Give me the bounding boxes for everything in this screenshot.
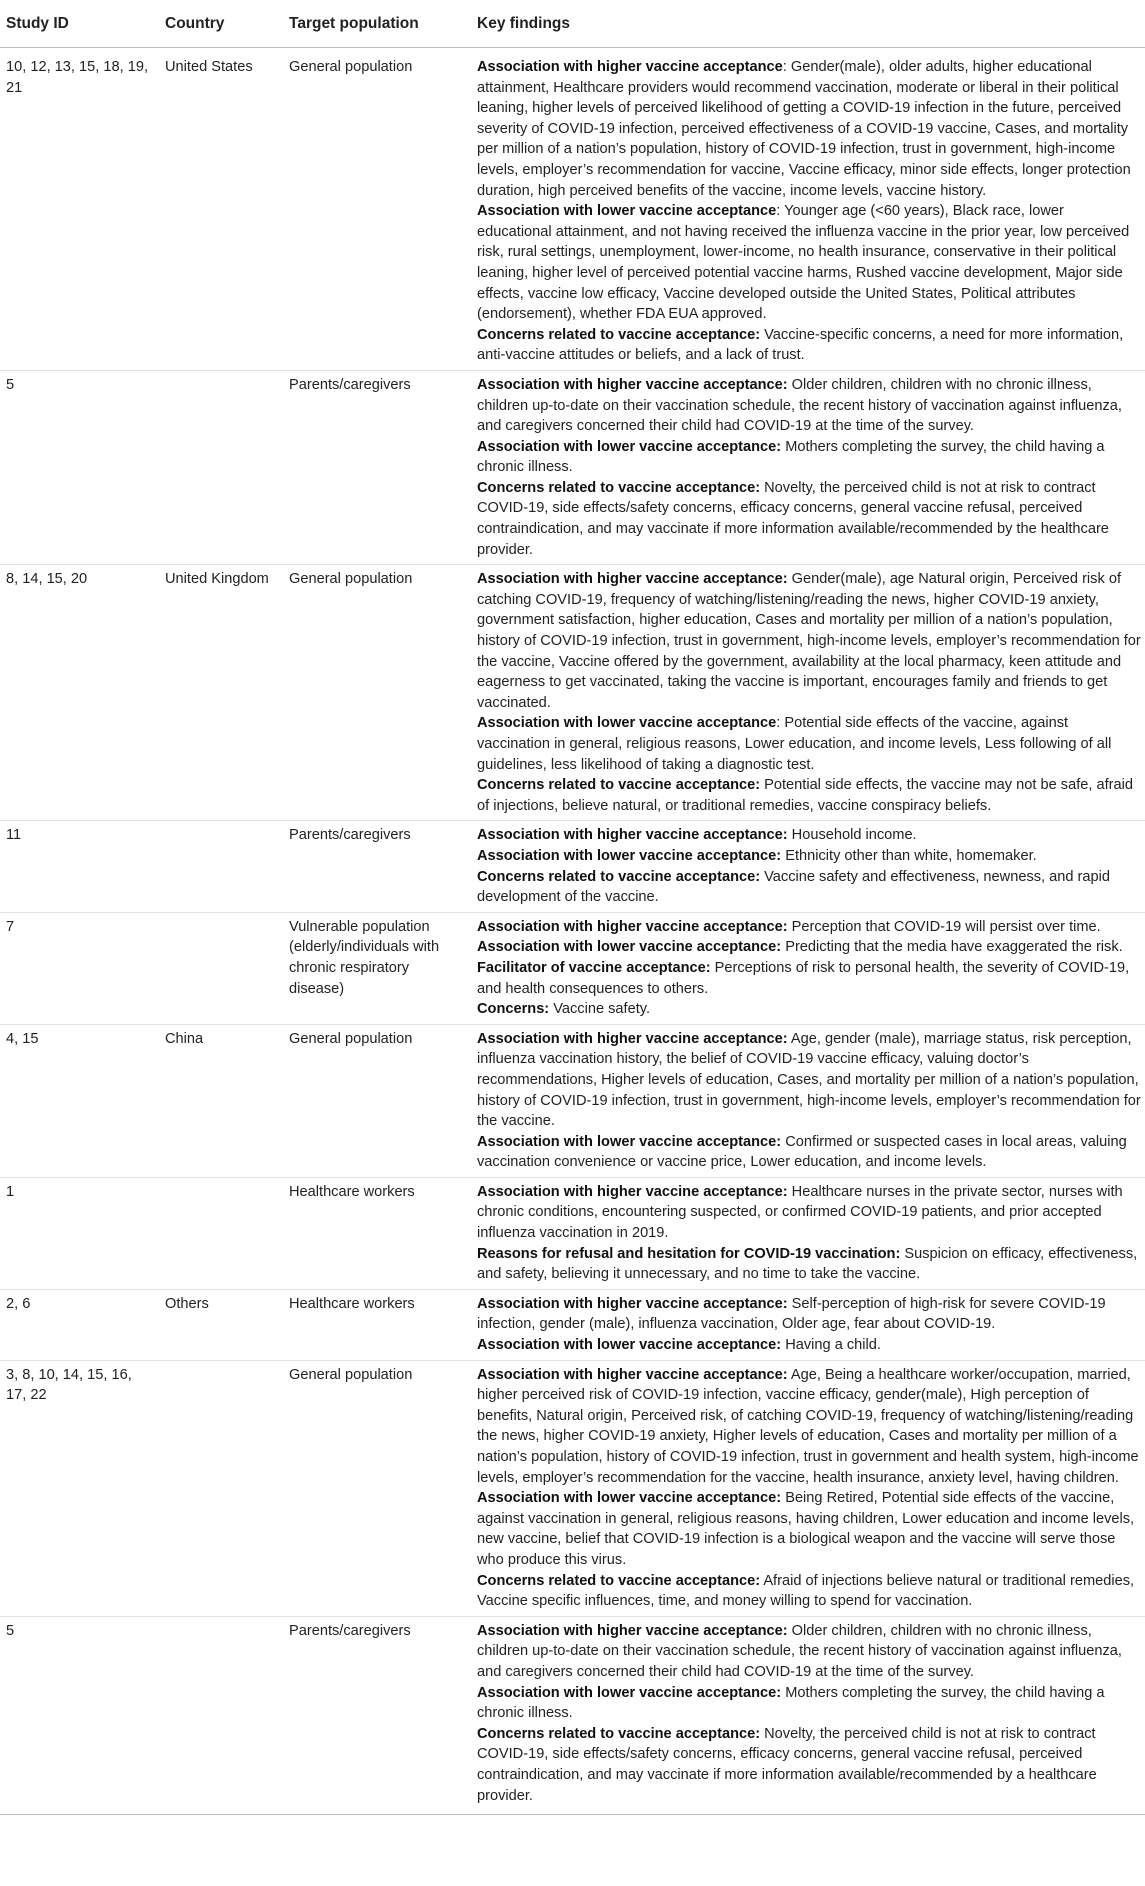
finding-entry [477,375,1141,437]
header-study-id: Study ID [0,0,159,48]
finding-label: Association with lower vaccine acceptance [477,715,777,732]
finding-label: Association with lower vaccine acceptance: [477,1490,782,1507]
country-cell [159,821,283,912]
country-cell [159,370,283,564]
finding-text: Ethnicity other than white, homemaker. [781,847,1037,864]
finding-text: Having a child. [781,1337,881,1354]
table-row [0,1616,1145,1814]
finding-label: Concerns related to vaccine acceptance: [477,868,761,885]
finding-label: Association with higher vaccine acceptance: [477,571,788,588]
country-cell: China [159,1024,283,1177]
key-findings-cell [471,370,1145,564]
key-findings-cell [471,1289,1145,1360]
finding-text: : Gender(male), older adults, higher educational attainment, Healthcare providers would recommend vaccination, moderate or liberal in their political leaning, higher levels of perceived likelihood of getting a COVID-19 infection in the future, perceived severity of COVID-19 infection, perceived effectiveness of a COVID-19 vaccine, Cases, and mortality per million of a nation’s population, history of COVID-19 infection, trust in government, high-income levels, employer’s recommendation for vaccine, Vaccine efficacy, minor side effects, longer protection duration, high perceived benefits of the vaccine, income levels, vaccine history. [477,59,1131,199]
finding-entry [477,846,1141,867]
country-cell [159,912,283,1024]
finding-text: Predicting that the media have exaggerated the risk. [781,939,1123,956]
finding-entry [477,1683,1141,1724]
study-id-cell: 2, 6 [0,1289,159,1360]
finding-text: Age, Being a healthcare worker/occupation, married, higher perceived risk of COVID-19 infection, vaccine efficacy, gender(male), High perception of benefits, Natural origin, Perceived risk, of catching COVID-19, frequency of watching/listening/reading the news, higher COVID-19 anxiety, Higher levels of education, Cases and mortality per million of a nation’s population, history of COVID-19 infection, trust in government and health system, high-income levels, employer’s recommendation for the vaccine, health insurance, anxiety level, having children. [477,1366,1139,1486]
finding-text: Vaccine safety and effectiveness, newness, and rapid development of the vaccine. [477,868,1110,906]
finding-entry [477,1365,1141,1489]
target-population-cell: General population [289,59,413,75]
study-id-cell: 11 [0,821,159,912]
finding-label: Association with higher vaccine acceptance [477,59,783,75]
finding-text: : Potential side effects of the vaccine, against vaccination in general, religious reasons, Lower education, and income levels, Less following of all guidelines, less likelihood of taking a diagnostic test. [477,715,1112,773]
finding-entry [477,201,1141,325]
finding-text: Age, gender (male), marriage status, risk perception, influenza vaccination history, the belief of COVID-19 vaccine efficacy, valuing doctor’s recommendations, Higher levels of education, Cases, and mortality per million of a nation’s population, history of COVID-19 infection, trust in government, high-income levels, employer’s recommendation for the vaccine. [477,1030,1141,1130]
finding-label: Association with higher vaccine acceptance: [477,1622,788,1639]
finding-text: Mothers completing the survey, the child having a chronic illness. [477,438,1105,476]
finding-entry [477,478,1141,560]
finding-text: Vaccine safety. [549,1001,651,1018]
target-population-cell: Vulnerable population (elderly/individuals with chronic respiratory disease) [283,912,471,1024]
table-row [0,912,1145,1024]
finding-text: Confirmed or suspected cases in local areas, valuing vaccination convenience or vaccine price, Lower education, and income levels. [477,1133,1127,1171]
study-id-cell: 3, 8, 10, 14, 15, 16, 17, 22 [0,1360,159,1616]
finding-label: Association with lower vaccine acceptance: [477,847,782,864]
finding-label: Association with lower vaccine acceptance [477,203,777,220]
finding-entry [477,437,1141,478]
finding-text: Mothers completing the survey, the child having a chronic illness. [477,1684,1105,1722]
finding-entry [477,825,1141,846]
target-population-cell: General population [283,1360,471,1616]
finding-text: Afraid of injections believe natural or traditional remedies, Vaccine specific influences, time, and money willing to spend for vaccination. [477,1572,1135,1610]
study-id-cell: 10, 12, 13, 15, 18, 19, 21 [6,59,148,96]
table-body [0,48,1145,1815]
study-id-cell: 7 [0,912,159,1024]
table-row [0,48,1145,371]
finding-label: Association with higher vaccine acceptance: [477,1030,788,1047]
finding-label: Concerns related to vaccine acceptance: [477,479,761,496]
finding-text: Suspicion on efficacy, effectiveness, and safety, believing it unnecessary, and no time to take the vaccine. [477,1245,1138,1283]
finding-entry [477,1244,1141,1285]
target-population-cell: General population [283,565,471,821]
study-id-cell: 5 [0,1616,159,1814]
table-row [0,1289,1145,1360]
target-population-cell: General population [283,1024,471,1177]
finding-entry [477,1488,1141,1570]
study-id-cell: 4, 15 [0,1024,159,1177]
country-cell: Others [159,1289,283,1360]
finding-label: Concerns: [477,1001,550,1018]
country-cell [159,1360,283,1616]
finding-entry [477,775,1141,816]
finding-text: Gender(male), age Natural origin, Perceived risk of catching COVID-19, frequency of watching/listening/reading the news, higher COVID-19 anxiety, government satisfaction, higher education, Cases and mortality per million of a nation’s population, history of COVID-19 infection, trust in government, high-income levels, employer’s recommendation for the vaccine, Vaccine offered by the government, availability at the local pharmacy, keen attitude and eagerness to get vaccinated, taking the vaccine is important, encourages family and friends to get vaccinated. [477,571,1141,711]
key-findings-cell [471,565,1145,821]
finding-entry [477,1182,1141,1244]
finding-entry [477,1335,1141,1356]
table-row [0,370,1145,564]
key-findings-cell [471,1177,1145,1289]
finding-label: Association with higher vaccine acceptance: [477,827,788,844]
finding-text: Older children, children with no chronic illness, children up-to-date on their vaccination schedule, the recent history of vaccination against influenza, and caregivers concerned their child had COVID-19 at the time of the survey. [477,376,1122,435]
finding-label: Concerns related to vaccine acceptance: [477,1725,761,1742]
target-population-cell: Parents/caregivers [283,1616,471,1814]
finding-entry [477,713,1141,775]
finding-label: Concerns related to vaccine acceptance: [477,326,761,343]
finding-entry [477,57,1141,201]
finding-label: Association with higher vaccine acceptance: [477,918,788,935]
key-findings-cell [471,1360,1145,1616]
finding-label: Association with lower vaccine acceptance: [477,438,782,455]
header-row [0,0,1145,48]
country-cell [159,1616,283,1814]
table-row [0,821,1145,912]
finding-text: Older children, children with no chronic illness, children up-to-date on their vaccination schedule, the recent history of vaccination against influenza, and caregivers concerned their child had COVID-19 at the time of the survey. [477,1622,1122,1680]
finding-text: Being Retired, Potential side effects of the vaccine, against vaccination in general, religious reasons, having children, Lower education and income levels, new vaccine, belief that COVID-19 infection is a biological weapon and the vaccine will serve those who produce this virus. [477,1490,1135,1568]
finding-label: Facilitator of vaccine acceptance: [477,959,711,976]
table-header [0,0,1145,48]
finding-entry [477,1029,1141,1132]
finding-label: Association with higher vaccine acceptance: [477,376,788,393]
finding-label: Association with lower vaccine acceptance: [477,1337,782,1354]
finding-text: Novelty, the perceived child is not at risk to contract COVID-19, side effects/safety concerns, efficacy concerns, general vaccine refusal, perceived contraindication, and may vaccinate if more information available/recommended by the healthcare provider. [477,479,1109,558]
finding-text: Perception that COVID-19 will persist over time. [787,918,1101,935]
country-cell: United Kingdom [159,565,283,821]
table-row [0,1024,1145,1177]
country-cell: United States [165,59,253,75]
finding-entry [477,1132,1141,1173]
finding-entry [477,958,1141,999]
table-row [0,1177,1145,1289]
finding-text: Novelty, the perceived child is not at risk to contract COVID-19, side effects/safety concerns, efficacy concerns, general vaccine refusal, perceived contraindication, and may vaccinate if more information available/recommended by a healthcare provider. [477,1725,1097,1804]
study-id-cell: 8, 14, 15, 20 [0,565,159,821]
target-population-cell: Healthcare workers [283,1289,471,1360]
finding-label: Association with lower vaccine acceptance: [477,1684,782,1701]
finding-label: Association with lower vaccine acceptance: [477,1133,782,1150]
finding-label: Concerns related to vaccine acceptance: [477,1572,761,1589]
finding-label: Association with higher vaccine acceptance: [477,1295,788,1312]
header-key-findings: Key findings [471,0,1145,48]
header-target-population: Target population [283,0,471,48]
target-population-cell: Healthcare workers [283,1177,471,1289]
finding-label: Concerns related to vaccine acceptance: [477,777,761,794]
study-id-cell: 5 [0,370,159,564]
finding-text: Healthcare nurses in the private sector, nurses with chronic conditions, encountering suspected, or confirmed COVID-19 patients, and prior accepted influenza vaccination in 2019. [477,1183,1123,1242]
finding-entry [477,569,1141,713]
table-row [0,565,1145,821]
key-findings-cell [471,821,1145,912]
finding-entry [477,937,1141,958]
finding-label: Association with higher vaccine acceptance: [477,1366,788,1383]
finding-entry [477,917,1141,938]
finding-text: Household income. [787,827,917,844]
finding-entry [477,999,1141,1020]
finding-text: : Younger age (<60 years), Black race, lower educational attainment, and not having received the influenza vaccine in the prior year, low perceived risk, rural settings, unemployment, lower-income, no health insurance, conservative in their political leaning, higher level of perceived potential vaccine harms, Rushed vaccine development, Major side effects, vaccine low efficacy, Vaccine developed outside the United States, Political attributes (endorsement), whether FDA EUA approved. [477,203,1130,323]
header-country: Country [159,0,283,48]
country-cell [159,1177,283,1289]
finding-entry [477,325,1141,366]
finding-entry [477,1621,1141,1683]
finding-entry [477,1724,1141,1806]
finding-label: Association with lower vaccine acceptance: [477,939,782,956]
finding-label: Reasons for refusal and hesitation for COVID-19 vaccination: [477,1245,901,1262]
key-findings-cell [471,1024,1145,1177]
study-id-cell: 1 [0,1177,159,1289]
table-row [0,1360,1145,1616]
key-findings-cell [471,48,1145,371]
key-findings-cell [471,912,1145,1024]
finding-text: Vaccine-specific concerns, a need for more information, anti-vaccine attitudes or beliefs, and a lack of trust. [477,326,1124,364]
finding-label: Association with higher vaccine acceptance: [477,1183,788,1200]
finding-text: Perceptions of risk to personal health, the severity of COVID-19, and health consequences to others. [477,959,1130,997]
target-population-cell: Parents/caregivers [283,821,471,912]
finding-entry [477,1294,1141,1335]
finding-text: Self-perception of high-risk for severe COVID-19 infection, gender (male), influenza vaccination, Older age, fear about COVID-19. [477,1295,1106,1333]
finding-entry [477,1571,1141,1612]
target-population-cell: Parents/caregivers [283,370,471,564]
key-findings-cell [471,1616,1145,1814]
finding-entry [477,867,1141,908]
finding-text: Potential side effects, the vaccine may not be safe, afraid of injections, believe natural, or traditional remedies, vaccine conspiracy beliefs. [477,777,1133,814]
